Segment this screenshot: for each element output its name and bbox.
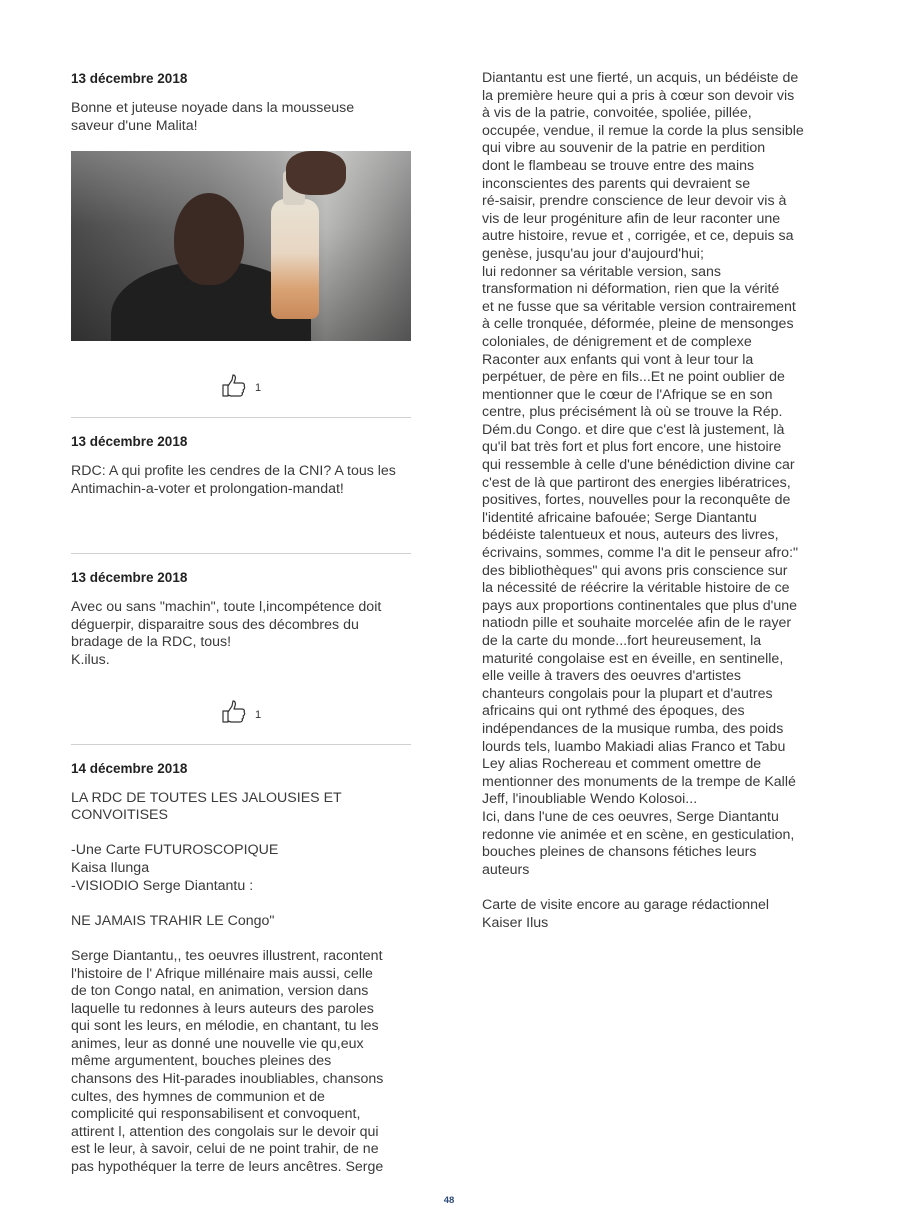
like-row <box>71 700 411 730</box>
post-1 <box>71 70 411 403</box>
continued-text: Diantantu est une fierté, un acquis, un bédéiste de la première heure qui a pris à cœur son devoir vis à vis de la patrie, convoitée, spoliée, pillée, occupée, vendue, il remue la corde la plus sensible qui vibre au souvenir de la patrie en perdition dont le flambeau se trouve entre des mains inconscientes des parents qui devraient se ré-saisir, prendre conscience de leur devoir vis à vis de leur progéniture afin de leur raconter une autre histoire, revue et , corrigée, et ce, depuis sa genèse, jusqu'au jour d'aujourd'hui; lui redonner sa véritable version, sans transformation ni déformation, rien que la vérité et ne fusse que sa véritable version contrairement à celle tronquée, déformée, pleine de mensonges coloniales, de dénigrement et de complexe Raconter aux enfants qui vont à leur tour la perpétuer, de père en fils...Et ne point oublier de mentionner que le cœur de l'Afrique se en son centre, plus précisément là où se trouve la Rép. Dém.du Congo. et dire que c'est là justement, là qu'il bat très fort et plus fort encore, une histoire qui ressemble à celle d'une bénédiction divine car c'est de là que partiront des energies libératrices, positives, fortes, nouvelles pour la reconquête de l'identité africaine bafouée; Serge Diantantu bédéiste talentueux et nous, auteurs des livres, écrivains, sommes, comme l'a dit le penseur afro:" des bibliothèques" qui avons pris conscience sur la nécessité de réécrire la véritable histoire de ce pays aux proportions continentales que plus d'une natiodn pille et souhaite morcelée afin de le rayer de la carte du monde...fort heureusement, la maturité congolaise est en éveille, en sentinelle, elle veille à travers des oeuvres d'artistes chanteurs congolais pour la plupart et d'autres africains qui ont rythmé des époques, des indépendances de la musique rumba, des poids lourds tels, luambo Makiadi alias Franco et Tabu Ley alias Rochereau et comment omettre de mentionner des monuments de la trempe de Kallé Jeff, l'inoubliable Wendo Kolosoi... Ici, dans l'une de ces oeuvres, Serge Diantantu redonne vie animée et en scène, en gesticulation, bouches pleines de chansons fétiches leurs auteurs Carte de visite encore au garage rédactionnel Kaiser Ilus <box>482 70 804 931</box>
post-date: 13 décembre 2018 <box>71 71 188 86</box>
like-row <box>71 373 411 403</box>
post-text: Bonne et juteuse noyade dans la mousseuse saveur d'une Malita! <box>71 100 355 134</box>
post-text: LA RDC DE TOUTES LES JALOUSIES ET CONVOITISES -Une Carte FUTUROSCOPIQUE Kaisa Ilunga -VISIODIO Serge Diantantu : NE JAMAIS TRAHIR LE Congo" Serge Diantantu,, tes oeuvres illustrent, racontent l'histoire de l' Afrique millénaire mais aussi, celle de ton Congo natal, en animation, version dans laquelle tu redonnes à leurs auteurs des paroles qui sont les leurs, en mélodie, en chantant, tu les animes, leur as donné une nouvelle vie qu,eux même argumentent, bouches pleines des chansons des Hit-parades inoubliables, chansons cultes, des hymnes de communion et de complicité qui responsabilisent et convoquent, attirent l, attention des congolais sur le devoir qui est le leur, à savoir, celui de ne point trahir, de ne pas hypothéquer la terre de leurs ancêtres. Serge <box>71 789 384 1176</box>
like-count: 1 <box>254 382 262 395</box>
post-text: RDC: A qui profite les cendres de la CNI? A tous les Antimachin-a-voter et prolongation-mandat! <box>71 463 396 497</box>
post-date: 13 décembre 2018 <box>71 570 188 586</box>
post-4 <box>71 760 411 1177</box>
post-divider <box>71 744 411 745</box>
post-photo <box>71 151 411 341</box>
right-column <box>482 70 827 932</box>
post-divider <box>71 417 411 418</box>
thumbs-up-icon[interactable] <box>221 374 247 403</box>
thumbs-up-icon[interactable] <box>221 700 247 729</box>
post-text: Avec ou sans "machin", toute l,incompétence doit déguerpir, disparaitre sous des décombres du bradage de la RDC, tous! K.ilus. <box>71 599 382 668</box>
post-date: 13 décembre 2018 <box>71 434 188 450</box>
post-divider <box>71 553 411 554</box>
post-3 <box>71 569 411 729</box>
post-date: 14 décembre 2018 <box>71 760 188 776</box>
like-count: 1 <box>254 708 262 721</box>
left-column <box>71 70 411 1177</box>
page-number: 48 <box>443 1195 455 1206</box>
post-2 <box>71 433 411 553</box>
